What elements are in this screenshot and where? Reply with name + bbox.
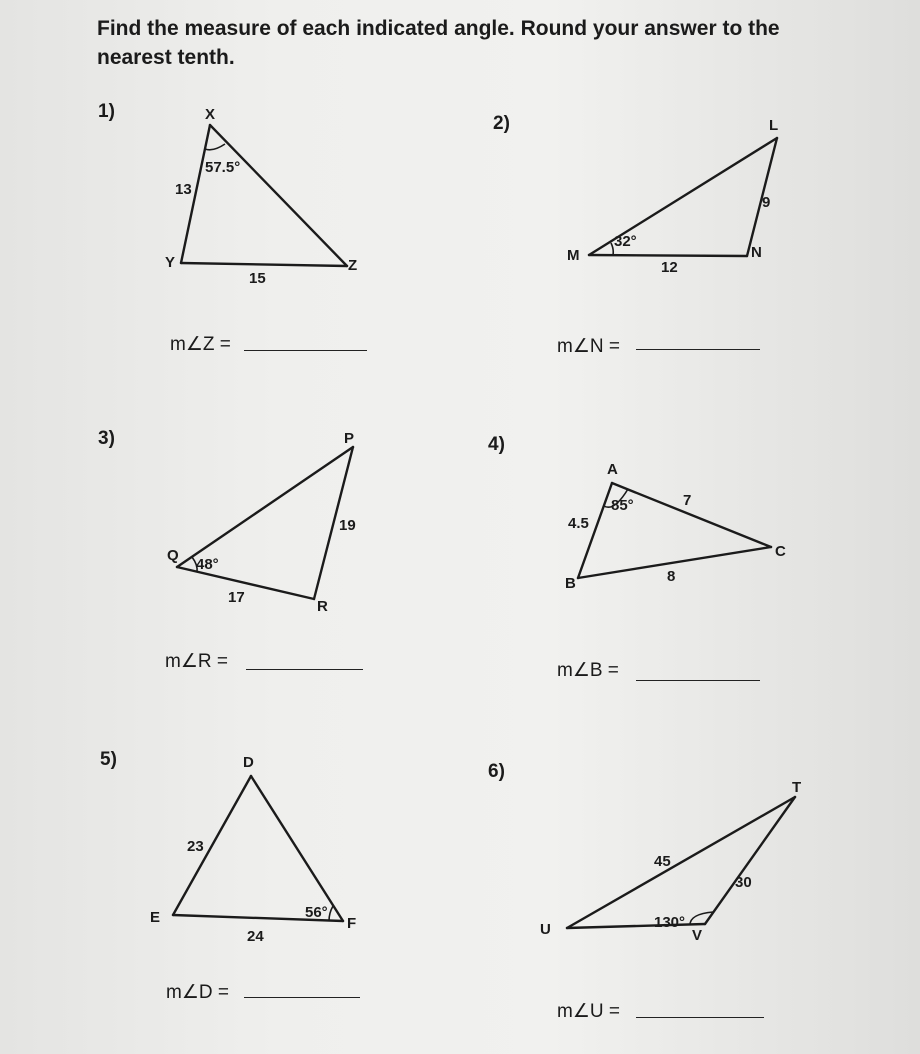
problem-2-answer-label: m∠N = [557, 336, 620, 357]
vertex-y-label: Y [165, 254, 176, 271]
angle-m-label: 32° [614, 233, 637, 250]
vertex-v-label: V [692, 927, 703, 944]
side-pr-label: 19 [339, 517, 356, 534]
problem-4-answer-label: m∠B = [557, 660, 619, 681]
triangle-def [150, 754, 356, 945]
side-ef-label: 24 [247, 928, 264, 945]
problem-3-number: 3) [98, 428, 115, 449]
triangle-abc [565, 461, 786, 592]
vertex-r-label: R [317, 598, 328, 615]
angle-v-label: 130° [654, 914, 686, 931]
side-ac-label: 7 [683, 492, 692, 509]
problem-5-number: 5) [100, 749, 117, 770]
vertex-e-label: E [150, 909, 161, 926]
vertex-d-label: D [243, 754, 254, 771]
vertex-t-label: T [792, 779, 802, 796]
vertex-f-label: F [347, 915, 357, 932]
problem-1-number: 1) [98, 101, 115, 122]
vertex-z-label: Z [348, 257, 358, 274]
vertex-c-label: C [775, 543, 786, 560]
problem-2-number: 2) [493, 113, 510, 134]
vertex-a-label: A [607, 461, 618, 478]
instructions: Find the measure of each indicated angle. Round your answer to the nearest tenth. [97, 17, 780, 69]
side-de-label: 23 [187, 838, 204, 855]
triangle-tuv [540, 779, 801, 944]
side-xy-label: 13 [175, 181, 192, 198]
vertex-b-label: B [565, 575, 576, 592]
side-tv-label: 30 [735, 874, 752, 891]
problem-6-number: 6) [488, 761, 505, 782]
side-mn-label: 12 [661, 259, 678, 276]
side-qr-label: 17 [228, 589, 245, 606]
vertex-x-label: X [205, 106, 216, 123]
vertex-q-label: Q [167, 547, 179, 564]
angle-f-label: 56° [305, 904, 328, 921]
problem-3-answer-label: m∠R = [165, 651, 228, 672]
angle-a-label: 85° [611, 497, 634, 514]
angle-x-label: 57.5° [205, 159, 241, 176]
problem-1-answer-label: m∠Z = [170, 334, 231, 355]
angle-q-label: 48° [196, 556, 219, 573]
triangle-lmn [567, 117, 778, 276]
vertex-u-label: U [540, 921, 551, 938]
side-ln-label: 9 [762, 194, 771, 211]
problem-6-answer-label: m∠U = [557, 1001, 620, 1022]
triangle-pqr [167, 430, 356, 615]
vertex-p-label: P [344, 430, 355, 447]
problem-5-answer-label: m∠D = [166, 982, 229, 1003]
side-bc-label: 8 [667, 568, 676, 585]
side-yz-label: 15 [249, 270, 266, 287]
vertex-l-label: L [769, 117, 779, 134]
vertex-n-label: N [751, 244, 762, 261]
problem-4-number: 4) [488, 434, 505, 455]
triangle-xyz [165, 106, 357, 287]
side-ab-label: 4.5 [568, 515, 589, 532]
vertex-m-label: M [567, 247, 580, 264]
side-tu-label: 45 [654, 853, 671, 870]
